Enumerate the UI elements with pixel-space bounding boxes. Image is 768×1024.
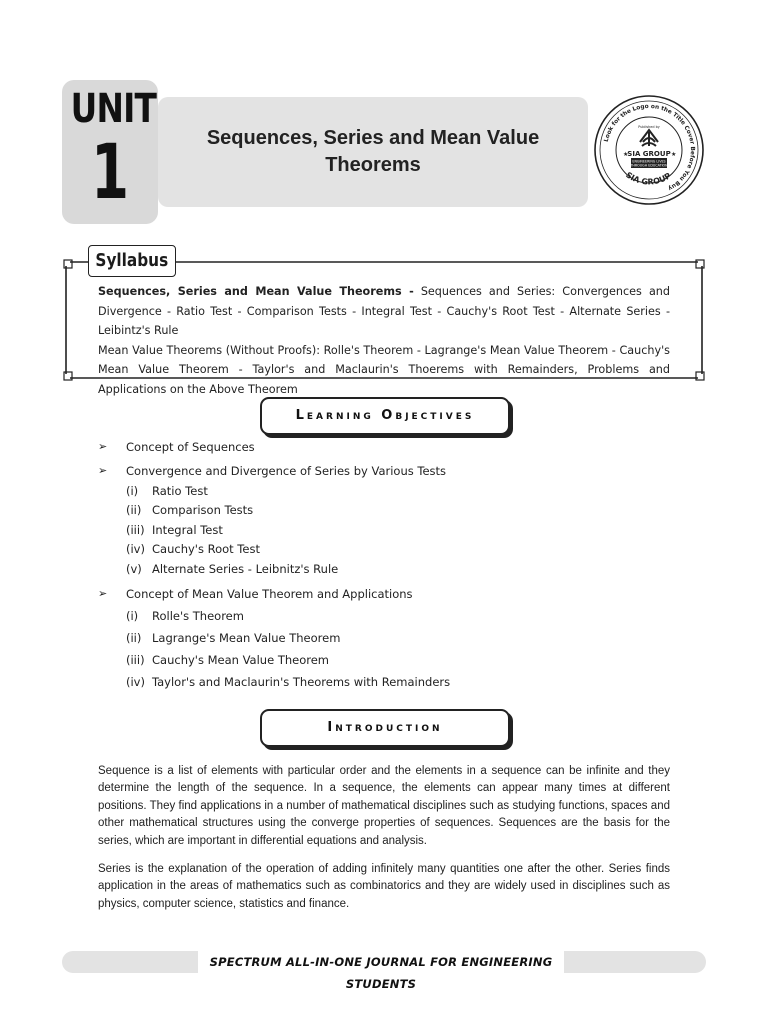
objective-text: Convergence and Divergence of Series by Various Tests [126, 464, 447, 478]
chapter-title-panel [158, 97, 588, 207]
objective-text: Concept of Sequences [126, 440, 255, 454]
seal-ring-text: Look for the Logo on the Title Cover Before You Buy [603, 103, 696, 192]
svg-text:★: ★ [671, 151, 677, 158]
seal-bottom-text: SIA GROUP [624, 170, 673, 187]
subitem-number: (iii) [126, 653, 145, 667]
syllabus-tab [88, 245, 176, 277]
subitem-text: Lagrange's Mean Value Theorem [152, 631, 341, 645]
intro-paragraph: Series is the explanation of the operation of adding infinitely many quantities one after the other. Series finds application in the areas of mathematics such as combinatorics and they are widely used in disciplines such as physics, computer science, statistics and finance. [98, 863, 670, 910]
subitem-number: (iv) [126, 542, 145, 556]
unit-label: UNIT [70, 86, 157, 132]
intro-paragraph: Sequence is a list of elements with particular order and the elements in a sequence can be infinite and they determine the length of the sequence. In a sequence, the elements can appear many times at different positions. They find applications in a number of mathematical disciplines such as studying functions, spaces and other mathematical structures using the converge properties of sequences. Sequences are the basis for the series, which are important in differential equations and analysis. [98, 765, 670, 847]
footer-title: SPECTRUM ALL-IN-ONE JOURNAL FOR ENGINEERING STUDENTS [198, 951, 564, 973]
subitem-text: Cauchy's Root Test [152, 542, 260, 556]
arrow-bullet-icon: ➢ [98, 464, 108, 477]
syllabus-line-1: Sequences and Series: Convergences and Divergence - Ratio Test - Comparison Tests - Integral Test - Cauchy's Root Test - Alternate Series - Leibintz's Rule [98, 285, 670, 337]
subitem-text: Alternate Series - Leibnitz's Rule [152, 562, 339, 576]
seal-brand: SIA GROUP [627, 150, 671, 158]
syllabus-tab-label: Syllabus [95, 250, 169, 271]
unit-badge [62, 80, 158, 224]
sia-group-seal-logo [593, 94, 705, 206]
syllabus-line-2: Mean Value Theorems (Without Proofs): Rolle's Theorem - Lagrange's Mean Value Theorem - Cauchy's Mean Value Theorem - Taylor's and Maclaurin's Thoerems with Remainders, Problems and Applications on the Above Theorem [98, 343, 670, 396]
chapter-title: Sequences, Series and Mean Value Theorems [206, 127, 540, 176]
subitem-number: (i) [126, 484, 139, 498]
subitem-number: (v) [126, 562, 142, 576]
svg-text:★: ★ [623, 151, 629, 158]
introduction-heading: Introduction [260, 709, 510, 747]
subitem-text: Taylor's and Maclaurin's Theorems with Remainders [152, 675, 451, 689]
arrow-bullet-icon: ➢ [98, 440, 108, 453]
subitem-number: (iv) [126, 675, 145, 689]
objective-text: Concept of Mean Value Theorem and Applications [126, 587, 413, 601]
unit-number: 1 [90, 127, 130, 216]
subitem-text: Ratio Test [152, 484, 208, 498]
seal-published-by: Published by [638, 125, 660, 129]
subitem-number: (ii) [126, 503, 142, 517]
subitem-number: (i) [126, 609, 139, 623]
subitem-text: Integral Test [152, 523, 223, 537]
syllabus-content [98, 282, 670, 399]
subitem-number: (iii) [126, 523, 145, 537]
seal-tagline-1: ENGINEERING LIVES [632, 159, 666, 164]
seal-tagline-2: THROUGH EDUCATION [630, 163, 668, 168]
syllabus-lead: Sequences, Series and Mean Value Theorems - [98, 285, 414, 298]
arrow-bullet-icon: ➢ [98, 587, 108, 600]
subitem-text: Rolle's Theorem [152, 609, 244, 623]
subitem-text: Comparison Tests [152, 503, 254, 517]
subitem-text: Cauchy's Mean Value Theorem [152, 653, 329, 667]
subitem-number: (ii) [126, 631, 142, 645]
learning-objectives-heading: Learning Objectives [260, 397, 510, 435]
